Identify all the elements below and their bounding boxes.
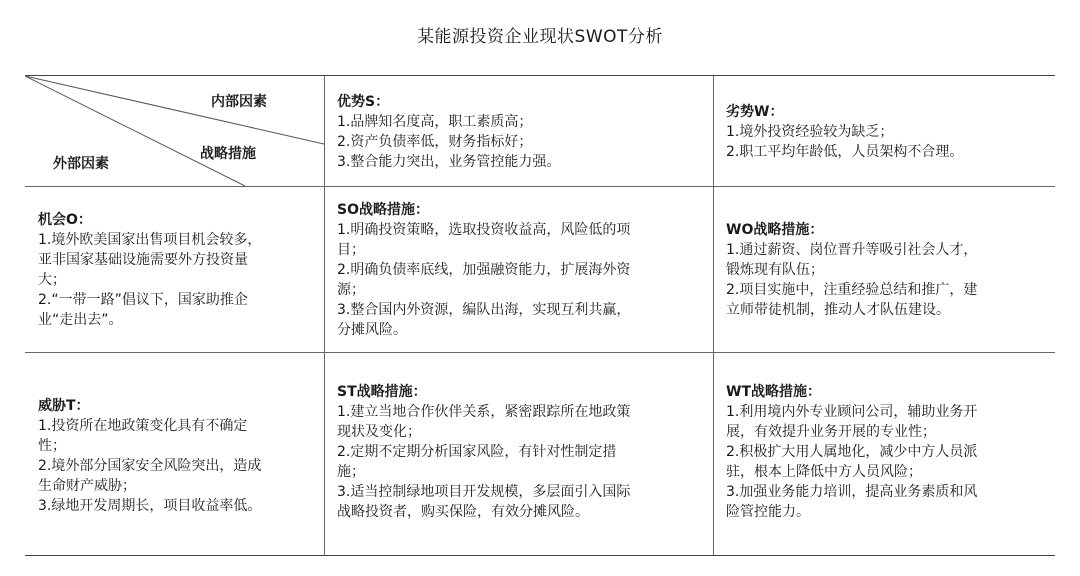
list-item: 施； bbox=[337, 464, 365, 480]
so-strategy-cell bbox=[324, 200, 713, 340]
st-strategy-heading: ST战略措施： bbox=[337, 384, 427, 400]
so-strategy-heading: SO战略措施： bbox=[337, 202, 429, 218]
internal-factors-label: 内部因素 bbox=[211, 94, 267, 110]
row-divider bbox=[25, 352, 1055, 353]
row-divider bbox=[25, 186, 1055, 187]
corner-header-cell bbox=[25, 76, 324, 186]
list-item: 2.“一带一路”倡议下，国家助推企 bbox=[38, 292, 248, 308]
list-item: 险管控能力。 bbox=[726, 504, 810, 520]
list-item: 亚非国家基础设施需要外方投资量 bbox=[38, 252, 248, 268]
list-item: 2.境外部分国家安全风险突出，造成 bbox=[38, 458, 262, 474]
list-item: 驻，根本上降低中方人员风险； bbox=[726, 464, 922, 480]
list-item: 1.利用境内外专业顾问公司，辅助业务开 bbox=[726, 404, 978, 420]
list-item: 2.积极扩大用人属地化，减少中方人员派 bbox=[726, 444, 978, 460]
wo-strategy-cell bbox=[713, 220, 1055, 320]
weaknesses-heading: 劣势W： bbox=[726, 104, 784, 120]
weaknesses-cell bbox=[713, 102, 1055, 162]
st-strategy-cell bbox=[324, 382, 713, 522]
list-item: 2.定期不定期分析国家风险，有针对性制定措 bbox=[337, 444, 617, 460]
list-item: 3.绿地开发周期长，项目收益率低。 bbox=[38, 498, 262, 514]
list-item: 1.品牌知名度高，职工素质高； bbox=[337, 114, 533, 130]
list-item: 分摊风险。 bbox=[337, 322, 407, 338]
wo-strategy-heading: WO战略措施： bbox=[726, 222, 824, 238]
list-item: 战略投资者，购买保险，有效分摊风险。 bbox=[337, 504, 589, 520]
external-factors-label: 外部因素 bbox=[53, 156, 109, 172]
list-item: 现状及变化； bbox=[337, 424, 421, 440]
list-item: 展，有效提升业务开展的专业性； bbox=[726, 424, 936, 440]
list-item: 3.加强业务能力培训，提高业务素质和风 bbox=[726, 484, 978, 500]
list-item: 性； bbox=[38, 438, 66, 454]
list-item: 1.明确投资策略，选取投资收益高，风险低的项 bbox=[337, 222, 631, 238]
table-bottom-border bbox=[25, 555, 1055, 556]
list-item: 2.项目实施中，注重经验总结和推广，建 bbox=[726, 282, 978, 298]
list-item: 3.整合国内外资源，编队出海，实现互利共赢， bbox=[337, 302, 631, 318]
strategy-label: 战略措施 bbox=[200, 146, 256, 162]
list-item: 3.整合能力突出，业务管控能力强。 bbox=[337, 154, 561, 170]
list-item: 2.资产负债率低，财务指标好； bbox=[337, 134, 533, 150]
list-item: 锻炼现有队伍； bbox=[726, 262, 824, 278]
list-item: 1.建立当地合作伙伴关系，紧密跟踪所在地政策 bbox=[337, 404, 631, 420]
list-item: 目； bbox=[337, 242, 365, 258]
strengths-heading: 优势S： bbox=[337, 94, 390, 110]
opportunities-cell bbox=[25, 210, 324, 330]
threats-cell bbox=[25, 396, 324, 516]
list-item: 生命财产威胁； bbox=[38, 478, 136, 494]
list-item: 2.职工平均年龄低，人员架构不合理。 bbox=[726, 144, 964, 160]
strengths-cell bbox=[324, 92, 713, 172]
list-item: 1.境外投资经验较为缺乏； bbox=[726, 124, 894, 140]
list-item: 1.境外欧美国家出售项目机会较多， bbox=[38, 232, 262, 248]
threats-heading: 威胁T： bbox=[38, 398, 90, 414]
wt-strategy-heading: WT战略措施： bbox=[726, 384, 821, 400]
list-item: 源； bbox=[337, 282, 365, 298]
list-item: 立师带徒机制，推动人才队伍建设。 bbox=[726, 302, 950, 318]
wt-strategy-cell bbox=[713, 382, 1055, 522]
swot-table bbox=[25, 76, 1055, 555]
list-item: 2.明确负债率底线，加强融资能力，扩展海外资 bbox=[337, 262, 631, 278]
page-title: 某能源投资企业现状SWOT分析 bbox=[417, 27, 663, 47]
list-item: 1.投资所在地政策变化具有不确定 bbox=[38, 418, 248, 434]
list-item: 3.适当控制绿地项目开发规模，多层面引入国际 bbox=[337, 484, 631, 500]
opportunities-heading: 机会O： bbox=[38, 212, 92, 228]
list-item: 业“走出去”。 bbox=[38, 312, 123, 328]
list-item: 大； bbox=[38, 272, 66, 288]
list-item: 1.通过薪资、岗位晋升等吸引社会人才， bbox=[726, 242, 978, 258]
